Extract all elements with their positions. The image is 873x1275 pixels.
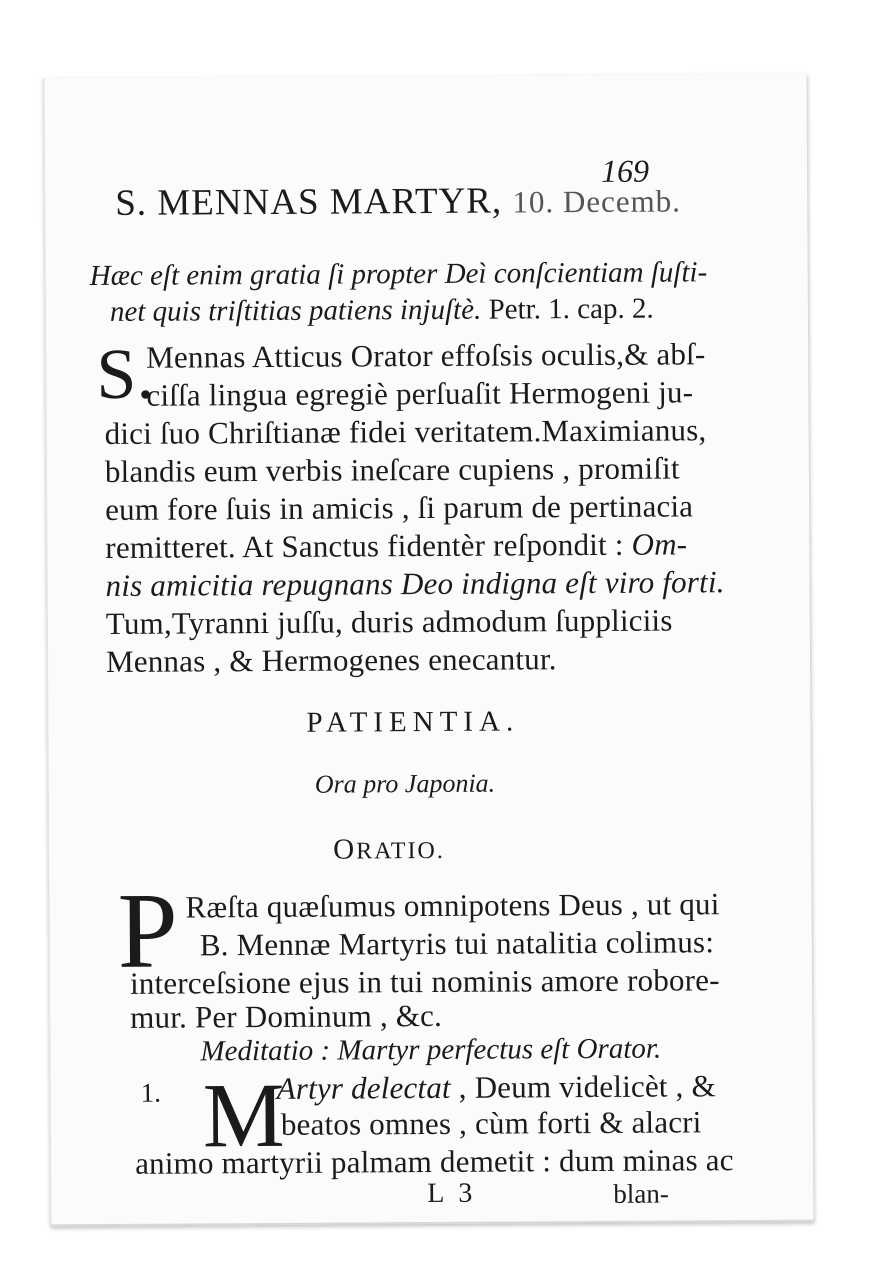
oratio-heading [333,833,445,867]
saint-quote-start: Om- [631,526,688,562]
meditatio-drop-cap: M [202,1063,285,1167]
meditatio-line: beatos omnes , cùm forti & alacri [280,1104,702,1142]
narrative-drop-cap: S. [96,333,155,415]
page-number: 169 [600,152,650,189]
meditatio-line [277,1068,716,1107]
oratio-line: B. Mennæ Martyris tui natalitia colimus: [199,924,715,963]
header-date: 10. Decemb. [512,183,682,220]
meditatio-line-rest: , Deum videlicèt , & [458,1068,716,1105]
epigraph-line-1: Hæc eſt enim gratia ſi propter Deì conſcientiam ſuſti- [89,256,708,293]
meditatio-heading: Meditatio : Martyr perfectus eſt Orator. [200,1032,662,1068]
oratio-drop-cap: P [117,871,179,991]
epigraph-quote-end: net quis triſtitias patiens injuſtè. [109,293,482,328]
oratio-line: Ræſta quæſumus omnipotens Deus , ut qui [185,886,720,925]
meditatio-line: animo martyrii palmam demetit : dum minas ac [135,1142,734,1181]
narrative-line: Tum,Tyranni juſſu, duris admodum ſuppliciis [105,602,673,641]
narrative-line: dici ſuo Chriſtianæ fidei veritatem.Maximianus, [104,412,707,451]
oratio-initial: O [333,833,357,866]
running-header [115,178,681,224]
narrative-line: eum fore ſuis in amicis , ſi parum de pertinacia [105,488,694,527]
narrative-line: blandis eum verbis ineſcare cupiens , promiſit [104,450,680,489]
narrative-line: Mennas , & Hermogenes enecantur. [105,641,557,679]
catchword: blan- [613,1178,669,1209]
oratio-line: interceſsione ejus in tui nominis amore robore- [129,962,720,1001]
book-page [43,74,814,1227]
section-title: PATIENTIA. [306,705,520,739]
signature-mark: L 3 [427,1177,477,1210]
narrative-line: ciſſa lingua egregiè perſuaſit Hermogeni ju- [146,374,694,413]
oratio-line: mur. Per Dominum , &c. [130,997,443,1035]
meditatio-number: 1. [140,1077,162,1108]
saint-quote [105,564,724,604]
narrative-line: Mennas Atticus Orator effoſsis oculis,& abſ- [146,336,706,375]
oratio-title-rest: RATIO. [356,837,445,865]
saint-quote-text: nis amicitia repugnans Deo indigna eſt viro forti. [105,564,725,603]
header-title: S. MENNAS MARTYR, [115,180,503,224]
epigraph-line-2 [110,293,654,329]
meditatio-line-italic: Artyr delectat [276,1069,451,1106]
narrative-line-text: remitteret. At Sanctus fidentèr reſpondit : [105,526,624,565]
epigraph-reference: Petr. 1. cap. 2. [488,292,654,326]
ora-pro-line: Ora pro Japonia. [314,768,496,799]
narrative-line [105,526,687,566]
